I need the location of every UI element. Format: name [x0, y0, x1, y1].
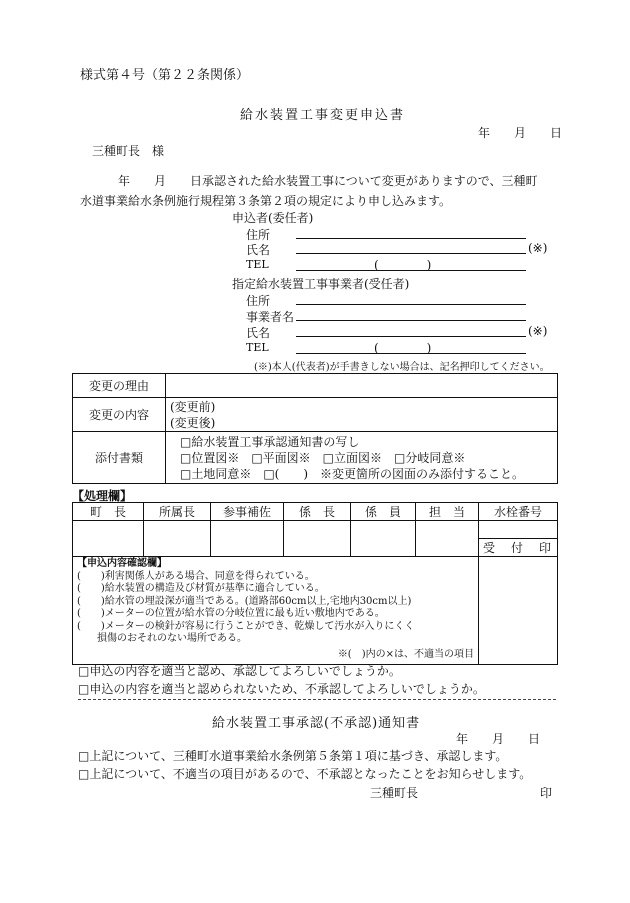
- applicant-name-field[interactable]: [296, 253, 526, 254]
- date-line: 年 月 日: [478, 126, 563, 140]
- contractor-business-label: 事業者名: [246, 310, 295, 324]
- reason-field[interactable]: [166, 374, 558, 398]
- meter-number-label: 水栓番号: [479, 503, 558, 521]
- applicant-seal: (※): [528, 241, 548, 255]
- stamp-staff[interactable]: [351, 521, 416, 557]
- contractor-address-field[interactable]: [296, 304, 526, 305]
- contractor-name-label: 氏名: [246, 326, 271, 340]
- notice-approved[interactable]: □上記について、三種町水道事業給水条例第５条第１項に基づき、承認します。: [78, 749, 508, 763]
- contractor-tel-label: TEL: [246, 341, 269, 354]
- approve-option[interactable]: □申込の内容を適当と認め、承認してよろしいでしょうか。: [78, 664, 401, 678]
- attach-line-3: □土地同意※ □( ) ※変更箇所の図面のみ添付すること。: [180, 466, 525, 481]
- applicant-tel-label: TEL: [246, 258, 269, 271]
- stamp-section-chief[interactable]: [144, 521, 211, 557]
- stamp-in-charge[interactable]: [416, 521, 479, 557]
- stamp-subsection-chief[interactable]: [284, 521, 351, 557]
- col-staff: 係 員: [351, 503, 416, 521]
- applicant-address-label: 住所: [246, 228, 271, 242]
- col-subsection-chief: 係 長: [284, 503, 351, 521]
- check-note: ※( )内の×は、不適当の項目: [337, 648, 474, 660]
- contractor-tel-parens: ( ): [374, 341, 432, 355]
- contractor-seal: (※): [528, 324, 548, 338]
- contractor-heading: 指定給水装置工事事業者(受任者): [232, 277, 410, 291]
- check-item[interactable]: ( )給水管の埋設深が適当である。(道路部60cm以上,宅地内30cm以上): [77, 595, 412, 607]
- processing-heading: 【処理欄】: [72, 489, 133, 503]
- stamp-mayor[interactable]: [73, 521, 144, 557]
- content-before: (変更前): [170, 399, 216, 414]
- notice-signer: 三種町長: [370, 786, 419, 800]
- contractor-address-label: 住所: [246, 294, 271, 308]
- col-in-charge: 担 当: [416, 503, 479, 521]
- check-heading: 【申込内容確認欄】: [77, 558, 167, 569]
- content-field[interactable]: [166, 398, 558, 432]
- notice-rejected[interactable]: □上記について、不適当の項目があるので、不承認となったことをお知らせします。: [78, 767, 532, 781]
- form-number: 様式第４号（第２２条関係）: [80, 68, 250, 83]
- seal-icon: 印: [540, 786, 553, 800]
- intro-line-2: 水道事業給水条例施行規程第３条第２項の規定により申し込みます。: [80, 194, 452, 208]
- contractor-business-field[interactable]: [296, 320, 526, 321]
- contractor-name-field[interactable]: [296, 336, 526, 337]
- check-item[interactable]: ( )メーターの位置が給水管の分岐位置に最も近い敷地内である。: [77, 608, 385, 619]
- check-item-continued: 損傷のおそれのない場所である。: [77, 633, 247, 644]
- attach-line-1: □給水装置工事承認通知書の写し: [180, 434, 360, 449]
- reason-label: 変更の理由: [73, 374, 166, 398]
- stamp-deputy[interactable]: [211, 521, 284, 557]
- attach-field[interactable]: [166, 432, 558, 484]
- notice-date-line: 年 月 日: [456, 732, 541, 746]
- applicant-name-label: 氏名: [246, 243, 271, 257]
- check-section: [73, 557, 479, 665]
- check-item[interactable]: ( )利害関係人がある場合、同意を得られている。: [77, 570, 315, 582]
- intro-line-1: 年 月 日承認された給水装置工事について変更がありますので、三種町: [118, 174, 538, 188]
- addressee: 三種町長 様: [92, 144, 165, 158]
- receipt-label: 受 付 印: [479, 539, 558, 557]
- attach-label: 添付書類: [73, 432, 166, 484]
- receipt-stamp-area[interactable]: [479, 557, 558, 665]
- meter-number-field[interactable]: [479, 521, 558, 539]
- content-label: 変更の内容: [73, 398, 166, 432]
- processing-table: [72, 502, 558, 665]
- attach-line-2: □位置図※ □平面図※ □立面図※ □分岐同意※: [180, 450, 466, 465]
- applicant-tel-parens: ( ): [374, 258, 432, 272]
- cut-line: [78, 699, 556, 700]
- check-item[interactable]: ( )メーターの検針が容易に行うことができ、乾燥して汚水が入りにくく: [77, 620, 415, 632]
- handwriting-note: (※)本人(代表者)が手書きしない場合は、記名押印してください。: [254, 362, 550, 373]
- col-deputy: 参事補佐: [211, 503, 284, 521]
- reject-option[interactable]: □申込の内容を適当と認められないため、不承認してよろしいでしょうか。: [78, 682, 485, 696]
- notice-title: 給水装置工事承認(不承認)通知書: [212, 716, 421, 731]
- check-item[interactable]: ( )給水装置の構造及び材質が基準に適合している。: [77, 583, 325, 594]
- col-mayor: 町 長: [73, 503, 144, 521]
- form-title: 給水装置工事変更申込書: [240, 108, 406, 123]
- content-after: (変更後): [170, 415, 216, 430]
- change-table: [72, 373, 558, 484]
- applicant-address-field[interactable]: [296, 238, 526, 239]
- applicant-heading: 申込者(委任者): [232, 211, 314, 225]
- col-section-chief: 所属長: [144, 503, 211, 521]
